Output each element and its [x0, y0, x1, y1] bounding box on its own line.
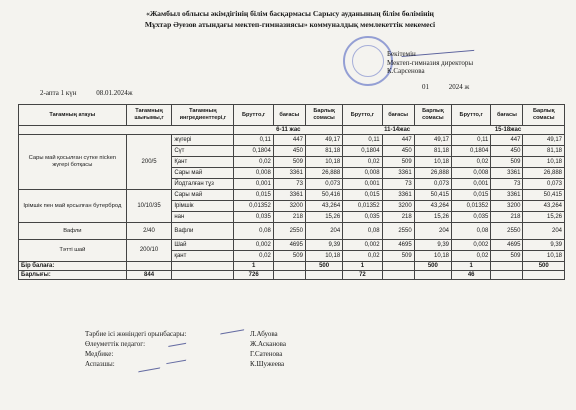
- cell-value: 0,01352: [452, 201, 491, 212]
- total-label: Бір балаға:: [19, 262, 127, 271]
- cell-value: 447: [273, 135, 305, 146]
- total-all-row: [19, 271, 565, 280]
- cell-value: 0,002: [343, 240, 382, 251]
- approval-date: [422, 83, 469, 91]
- cell-value: 0,08: [234, 223, 273, 240]
- ingredient-name: жүгері: [172, 135, 234, 146]
- cell-value: 509: [273, 251, 305, 262]
- signer-role: Өлеуметтік педагог:: [85, 340, 146, 348]
- dish-yield: 200/5: [126, 135, 172, 190]
- table-row: [19, 240, 565, 251]
- cell-value: 0,035: [452, 212, 491, 223]
- cell-value: 0,008: [234, 168, 273, 179]
- cell-value: 3361: [273, 190, 305, 201]
- cell-value: 4695: [382, 240, 414, 251]
- cell-value: 204: [414, 223, 451, 240]
- approval-line-2: Мектеп-гимназия директоры: [387, 58, 474, 67]
- signer-name: К.Шужеева: [250, 360, 285, 368]
- menu-date-value: 08.01.2024ж: [96, 89, 133, 97]
- cell-value: 26,888: [523, 168, 565, 179]
- column-header: Брутто,г: [234, 105, 273, 126]
- total-value: 1: [452, 262, 491, 271]
- cell-value: 447: [491, 135, 523, 146]
- cell-value: 50,415: [414, 190, 451, 201]
- cell-value: 0,073: [305, 179, 342, 190]
- header-line-2: Мұхтар Әуезов атындағы мектеп-гимназиясы» коммуналдық мемлекеттік мекемесі: [144, 20, 436, 29]
- cell-value: 0,11: [452, 135, 491, 146]
- dish-name: Сары май қосылған сүтке пісken жүгері ботқасы: [19, 135, 127, 190]
- cell-value: 0,035: [343, 212, 382, 223]
- cell-value: 10,18: [414, 251, 451, 262]
- document-header: [70, 8, 510, 30]
- cell-value: 0,02: [234, 157, 273, 168]
- cell-value: 49,17: [414, 135, 451, 146]
- menu-table: [18, 104, 565, 280]
- cell-value: 73: [382, 179, 414, 190]
- ingredient-name: Шай: [172, 240, 234, 251]
- cell-value: 73: [273, 179, 305, 190]
- cell-value: 0,02: [452, 157, 491, 168]
- cell-value: 0,11: [234, 135, 273, 146]
- cell-value: 447: [382, 135, 414, 146]
- cell-value: 3200: [382, 201, 414, 212]
- cell-value: 73: [491, 179, 523, 190]
- cell-value: 0,02: [343, 251, 382, 262]
- total-value: 500: [523, 262, 565, 271]
- cell-value: 26,888: [305, 168, 342, 179]
- cell-value: 10,18: [414, 157, 451, 168]
- ingredient-name: Сары май: [172, 168, 234, 179]
- column-header: бағасы: [273, 105, 305, 126]
- approval-line-3: К.Сарсенова: [387, 67, 425, 75]
- age-group-label: 11-14жас: [343, 126, 452, 135]
- total-value: [382, 262, 414, 271]
- cell-value: 81,18: [305, 146, 342, 157]
- total-value: [382, 271, 414, 280]
- total-value: [273, 262, 305, 271]
- cell-value: 3361: [382, 168, 414, 179]
- cell-value: 218: [273, 212, 305, 223]
- cell-value: 15,26: [523, 212, 565, 223]
- cell-value: 3200: [273, 201, 305, 212]
- cell-value: 0,11: [343, 135, 382, 146]
- cell-value: 0,1804: [452, 146, 491, 157]
- official-seal: [343, 36, 393, 86]
- cell-value: 10,18: [523, 157, 565, 168]
- column-header: Брутто,г: [452, 105, 491, 126]
- total-value: [273, 271, 305, 280]
- ingredient-name: нан: [172, 212, 234, 223]
- total-value: [523, 271, 565, 280]
- cell-value: 0,08: [452, 223, 491, 240]
- cell-value: 26,888: [414, 168, 451, 179]
- ingredient-name: Сүт: [172, 146, 234, 157]
- cell-value: 0,02: [343, 157, 382, 168]
- cell-value: 0,015: [452, 190, 491, 201]
- cell-value: 10,18: [305, 157, 342, 168]
- dish-yield: 10/10/35: [126, 190, 172, 223]
- total-value: 500: [305, 262, 342, 271]
- cell-value: 0,073: [414, 179, 451, 190]
- signer-name: Л.Абуова: [250, 330, 278, 338]
- cell-value: 43,264: [305, 201, 342, 212]
- total-value: 726: [234, 271, 273, 280]
- cell-value: 0,02: [234, 251, 273, 262]
- approval-line-1: Бекітемін: [387, 50, 416, 58]
- dish-name: Тәтті шай: [19, 240, 127, 262]
- total-value: [491, 262, 523, 271]
- cell-value: 509: [273, 157, 305, 168]
- cell-value: 3361: [491, 190, 523, 201]
- age-group-spacer: [19, 126, 234, 135]
- cell-value: 50,416: [305, 190, 342, 201]
- total-value: 72: [343, 271, 382, 280]
- cell-value: 81,18: [414, 146, 451, 157]
- cell-value: 2550: [382, 223, 414, 240]
- ingredient-name: қант: [172, 251, 234, 262]
- total-value: 46: [452, 271, 491, 280]
- dish-name: Ірімшік пен май қосылған бутерброд: [19, 190, 127, 223]
- signer-name: Ж.Асканова: [250, 340, 286, 348]
- cell-value: 4695: [491, 240, 523, 251]
- column-header: Тағамның атауы: [19, 105, 127, 126]
- cell-value: 0,001: [452, 179, 491, 190]
- cell-value: 0,008: [452, 168, 491, 179]
- cell-value: 3361: [382, 190, 414, 201]
- age-group-label: 15-18жас: [452, 126, 565, 135]
- column-header: Барлық сомасы: [523, 105, 565, 126]
- cell-value: 3200: [491, 201, 523, 212]
- cell-value: 2550: [273, 223, 305, 240]
- cell-value: 0,073: [523, 179, 565, 190]
- total-yield: [126, 262, 172, 271]
- header-line-1: «Жамбыл облысы әкімдігінің білім басқармасы Сарысу ауданының білім бөлімінің: [146, 9, 434, 18]
- table-row: [19, 190, 565, 201]
- cell-value: 509: [491, 251, 523, 262]
- total-label: Барлығы:: [19, 271, 127, 280]
- cell-value: 509: [382, 157, 414, 168]
- table-row: [19, 135, 565, 146]
- cell-value: 15,26: [414, 212, 451, 223]
- total-empty: [172, 262, 234, 271]
- column-header: Брутто,г: [343, 105, 382, 126]
- cell-value: 0,015: [343, 190, 382, 201]
- cell-value: 4695: [273, 240, 305, 251]
- ingredient-name: Сары май: [172, 190, 234, 201]
- column-header: Тағамның ингредиенттері,г: [172, 105, 234, 126]
- total-value: [491, 271, 523, 280]
- total-value: 1: [343, 262, 382, 271]
- cell-value: 3361: [491, 168, 523, 179]
- table-row: [19, 223, 565, 240]
- ingredient-name: Вафли: [172, 223, 234, 240]
- cell-value: 450: [273, 146, 305, 157]
- cell-value: 10,18: [305, 251, 342, 262]
- cell-value: 450: [382, 146, 414, 157]
- cell-value: 2550: [491, 223, 523, 240]
- ingredient-name: Йодталған тұз: [172, 179, 234, 190]
- cell-value: 0,01352: [343, 201, 382, 212]
- cell-value: 0,001: [234, 179, 273, 190]
- column-header: бағасы: [491, 105, 523, 126]
- approval-date-year: 2024 ж: [448, 83, 470, 91]
- column-header: Барлық сомасы: [414, 105, 451, 126]
- dish-name: Вафли: [19, 223, 127, 240]
- cell-value: 9,39: [305, 240, 342, 251]
- total-value: [414, 271, 451, 280]
- cell-value: 0,035: [234, 212, 273, 223]
- cell-value: 0,02: [452, 251, 491, 262]
- cell-value: 0,002: [452, 240, 491, 251]
- ingredient-name: Қант: [172, 157, 234, 168]
- column-header: Барлық сомасы: [305, 105, 342, 126]
- total-value: 1: [234, 262, 273, 271]
- cell-value: 204: [305, 223, 342, 240]
- cell-value: 15,26: [305, 212, 342, 223]
- cell-value: 49,17: [523, 135, 565, 146]
- cell-value: 0,01352: [234, 201, 273, 212]
- ingredient-name: Ірімшік: [172, 201, 234, 212]
- age-group-label: 6-11 жас: [234, 126, 343, 135]
- cell-value: 81,18: [523, 146, 565, 157]
- cell-value: 450: [491, 146, 523, 157]
- signer-name: Г.Сатенова: [250, 350, 283, 358]
- cell-value: 43,264: [414, 201, 451, 212]
- cell-value: 218: [491, 212, 523, 223]
- approval-block: [387, 50, 557, 76]
- cell-value: 49,17: [305, 135, 342, 146]
- cell-value: 218: [382, 212, 414, 223]
- approval-date-day: 01: [422, 83, 429, 91]
- menu-date: [40, 89, 133, 97]
- dish-yield: 2/40: [126, 223, 172, 240]
- column-header: Тағамның шығымы,г: [126, 105, 172, 126]
- cell-value: 0,1804: [343, 146, 382, 157]
- cell-value: 9,39: [414, 240, 451, 251]
- cell-value: 43,264: [523, 201, 565, 212]
- cell-value: 509: [491, 157, 523, 168]
- cell-value: 0,008: [343, 168, 382, 179]
- total-value: 500: [414, 262, 451, 271]
- cell-value: 0,1804: [234, 146, 273, 157]
- cell-value: 3361: [273, 168, 305, 179]
- menu-week-day: 2-апта 1 күн: [40, 89, 77, 97]
- total-per-child-row: [19, 262, 565, 271]
- total-value: [305, 271, 342, 280]
- cell-value: 10,18: [523, 251, 565, 262]
- cell-value: 50,415: [523, 190, 565, 201]
- table-header-row: [19, 105, 565, 126]
- cell-value: 0,015: [234, 190, 273, 201]
- cell-value: 9,39: [523, 240, 565, 251]
- age-group-row: [19, 126, 565, 135]
- signer-role: Аспазшы:: [85, 360, 115, 368]
- column-header: бағасы: [382, 105, 414, 126]
- signer-role: Тәрбие ісі жөніндегі орынбасары:: [85, 330, 187, 338]
- total-yield: 844: [126, 271, 172, 280]
- cell-value: 0,08: [343, 223, 382, 240]
- cell-value: 204: [523, 223, 565, 240]
- cell-value: 0,001: [343, 179, 382, 190]
- signer-role: Медбике:: [85, 350, 114, 358]
- cell-value: 0,002: [234, 240, 273, 251]
- total-empty: [172, 271, 234, 280]
- dish-yield: 200/10: [126, 240, 172, 262]
- cell-value: 509: [382, 251, 414, 262]
